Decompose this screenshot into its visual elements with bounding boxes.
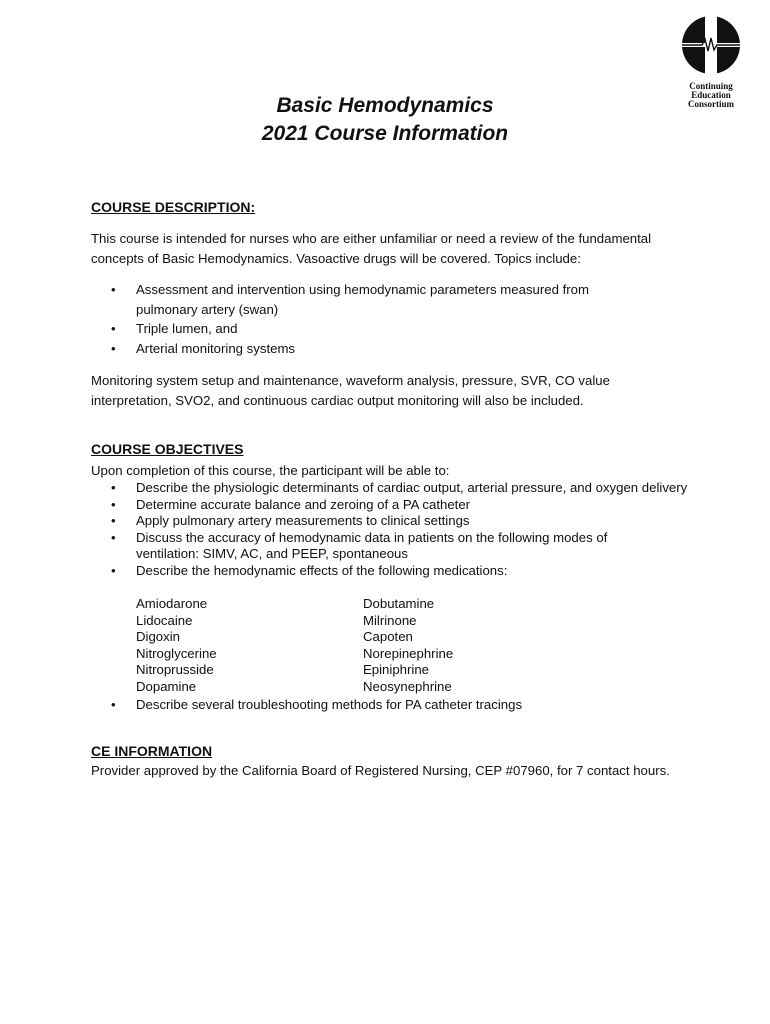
list-item: • Discuss the accuracy of hemodynamic data in patients on the following modes of ventilation: SIMV, AC, and PEEP, spontaneous	[91, 530, 646, 563]
list-item: • Describe the hemodynamic effects of the following medications:	[91, 563, 691, 580]
list-item: • Assessment and intervention using hemodynamic parameters measured from pulmonary artery (swan)	[91, 280, 646, 319]
objectives-list-continued	[91, 697, 691, 714]
medication: Milrinone	[363, 612, 417, 628]
list-item: • Triple lumen, and	[91, 319, 691, 339]
list-item: • Arterial monitoring systems	[91, 339, 691, 359]
list-item: • Determine accurate balance and zeroing of a PA catheter	[91, 497, 691, 514]
medication: Norepinephrine	[363, 645, 454, 661]
logo-line-2: Education	[691, 90, 731, 100]
topics-list	[91, 280, 691, 358]
medication: Amiodarone	[136, 596, 208, 611]
course-description-intro: This course is intended for nurses who are either unfamiliar or need a review of the fundamental concepts of Basic Hemodynamics. Vasoactive drugs will be covered. Topics include:	[91, 231, 652, 266]
heart-monitor-logo-icon	[680, 14, 742, 76]
medication: Nitroglycerine	[136, 645, 217, 661]
document-title	[0, 92, 770, 148]
medication: Capoten	[363, 629, 413, 644]
medication: Epiniphrine	[363, 662, 429, 677]
course-description-heading: COURSE DESCRIPTION:	[91, 199, 256, 215]
medications-list	[136, 596, 563, 695]
logo-line-1: Continuing	[689, 81, 733, 91]
ce-information-heading: CE INFORMATION	[91, 743, 213, 759]
list-item: • Describe the physiologic determinants of cardiac output, arterial pressure, and oxygen delivery	[91, 480, 691, 497]
medication: Dopamine	[136, 678, 197, 694]
objectives-list	[91, 480, 691, 579]
list-item: • Apply pulmonary artery measurements to clinical settings	[91, 513, 691, 530]
medication: Nitroprusside	[136, 662, 214, 677]
logo-line-3: Consortium	[687, 99, 734, 109]
ce-information-text: Provider approved by the California Board of Registered Nursing, CEP #07960, for 7 contact hours.	[91, 763, 670, 778]
title-line-1: Basic Hemodynamics	[276, 94, 494, 117]
title-line-2: 2021 Course Information	[261, 122, 509, 145]
list-item: • Describe several troubleshooting methods for PA catheter tracings	[91, 697, 691, 714]
medication: Lidocaine	[136, 612, 193, 628]
course-description-closing: Monitoring system setup and maintenance, waveform analysis, pressure, SVR, CO value interpretation, SVO2, and continuous cardiac output monitoring will also be included.	[91, 373, 610, 408]
medication: Neosynephrine	[363, 678, 452, 694]
medication: Digoxin	[136, 629, 180, 644]
medication: Dobutamine	[363, 596, 435, 611]
course-objectives-intro: Upon completion of this course, the participant will be able to:	[91, 463, 450, 478]
course-objectives-heading: COURSE OBJECTIVES	[91, 441, 244, 457]
